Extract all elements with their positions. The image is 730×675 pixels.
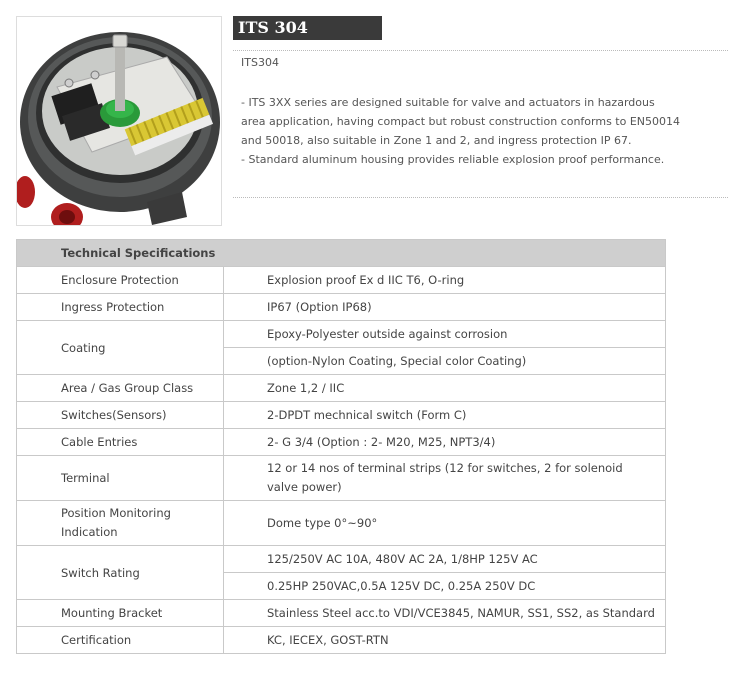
spec-value: 12 or 14 nos of terminal strips (12 for switches, 2 for solenoid valve power) [224, 456, 666, 501]
spec-value: KC, IECEX, GOST-RTN [224, 627, 666, 654]
spec-value: 2-DPDT mechnical switch (Form C) [224, 402, 666, 429]
spec-value: Stainless Steel acc.to VDI/VCE3845, NAMUR, SS1, SS2, as Standard [224, 600, 666, 627]
spec-label: Ingress Protection [17, 294, 224, 321]
table-row [17, 600, 666, 627]
spec-value: Dome type 0°~90° [224, 501, 666, 546]
table-row [17, 402, 666, 429]
description-line: - Standard aluminum housing provides reliable explosion proof performance. [241, 153, 665, 166]
spec-value: IP67 (Option IP68) [224, 294, 666, 321]
table-row [17, 321, 666, 348]
divider [233, 197, 728, 198]
spec-value: Zone 1,2 / IIC [224, 375, 666, 402]
table-row [17, 627, 666, 654]
spec-label: Mounting Bracket [17, 600, 224, 627]
spec-label: Position Monitoring Indication [17, 501, 224, 546]
divider [233, 50, 728, 51]
table-row [17, 375, 666, 402]
spec-value: 0.25HP 250VAC,0.5A 125V DC, 0.25A 250V DC [224, 573, 666, 600]
spec-value: (option-Nylon Coating, Special color Coating) [224, 348, 666, 375]
spec-label: Cable Entries [17, 429, 224, 456]
table-row [17, 456, 666, 501]
product-title: ITS 304 [233, 16, 382, 40]
spec-header: Technical Specifications [17, 240, 666, 267]
table-row [17, 429, 666, 456]
spec-label: Switches(Sensors) [17, 402, 224, 429]
table-row [17, 501, 666, 546]
table-row [17, 546, 666, 573]
spec-value: Epoxy-Polyester outside against corrosion [224, 321, 666, 348]
spec-value: 125/250V AC 10A, 480V AC 2A, 1/8HP 125V AC [224, 546, 666, 573]
spec-label: Certification [17, 627, 224, 654]
product-description [241, 93, 681, 169]
spec-label: Enclosure Protection [17, 267, 224, 294]
table-row [17, 294, 666, 321]
spec-label: Coating [17, 321, 224, 375]
model-label: ITS304 [241, 56, 279, 69]
spec-label: Terminal [17, 456, 224, 501]
spec-label: Area / Gas Group Class [17, 375, 224, 402]
spec-value: Explosion proof Ex d IIC T6, O-ring [224, 267, 666, 294]
spec-label: Switch Rating [17, 546, 224, 600]
spec-header-row [17, 240, 666, 267]
spec-table [16, 239, 666, 654]
product-image [16, 16, 222, 226]
table-row [17, 267, 666, 294]
description-line: - ITS 3XX series are designed suitable for valve and actuators in hazardous area application, having compact but robust construction conforms to EN50014 and 50018, also suitable in Zone 1 and 2, and ingress protection IP 67. [241, 96, 681, 147]
spec-value: 2- G 3/4 (Option : 2- M20, M25, NPT3/4) [224, 429, 666, 456]
